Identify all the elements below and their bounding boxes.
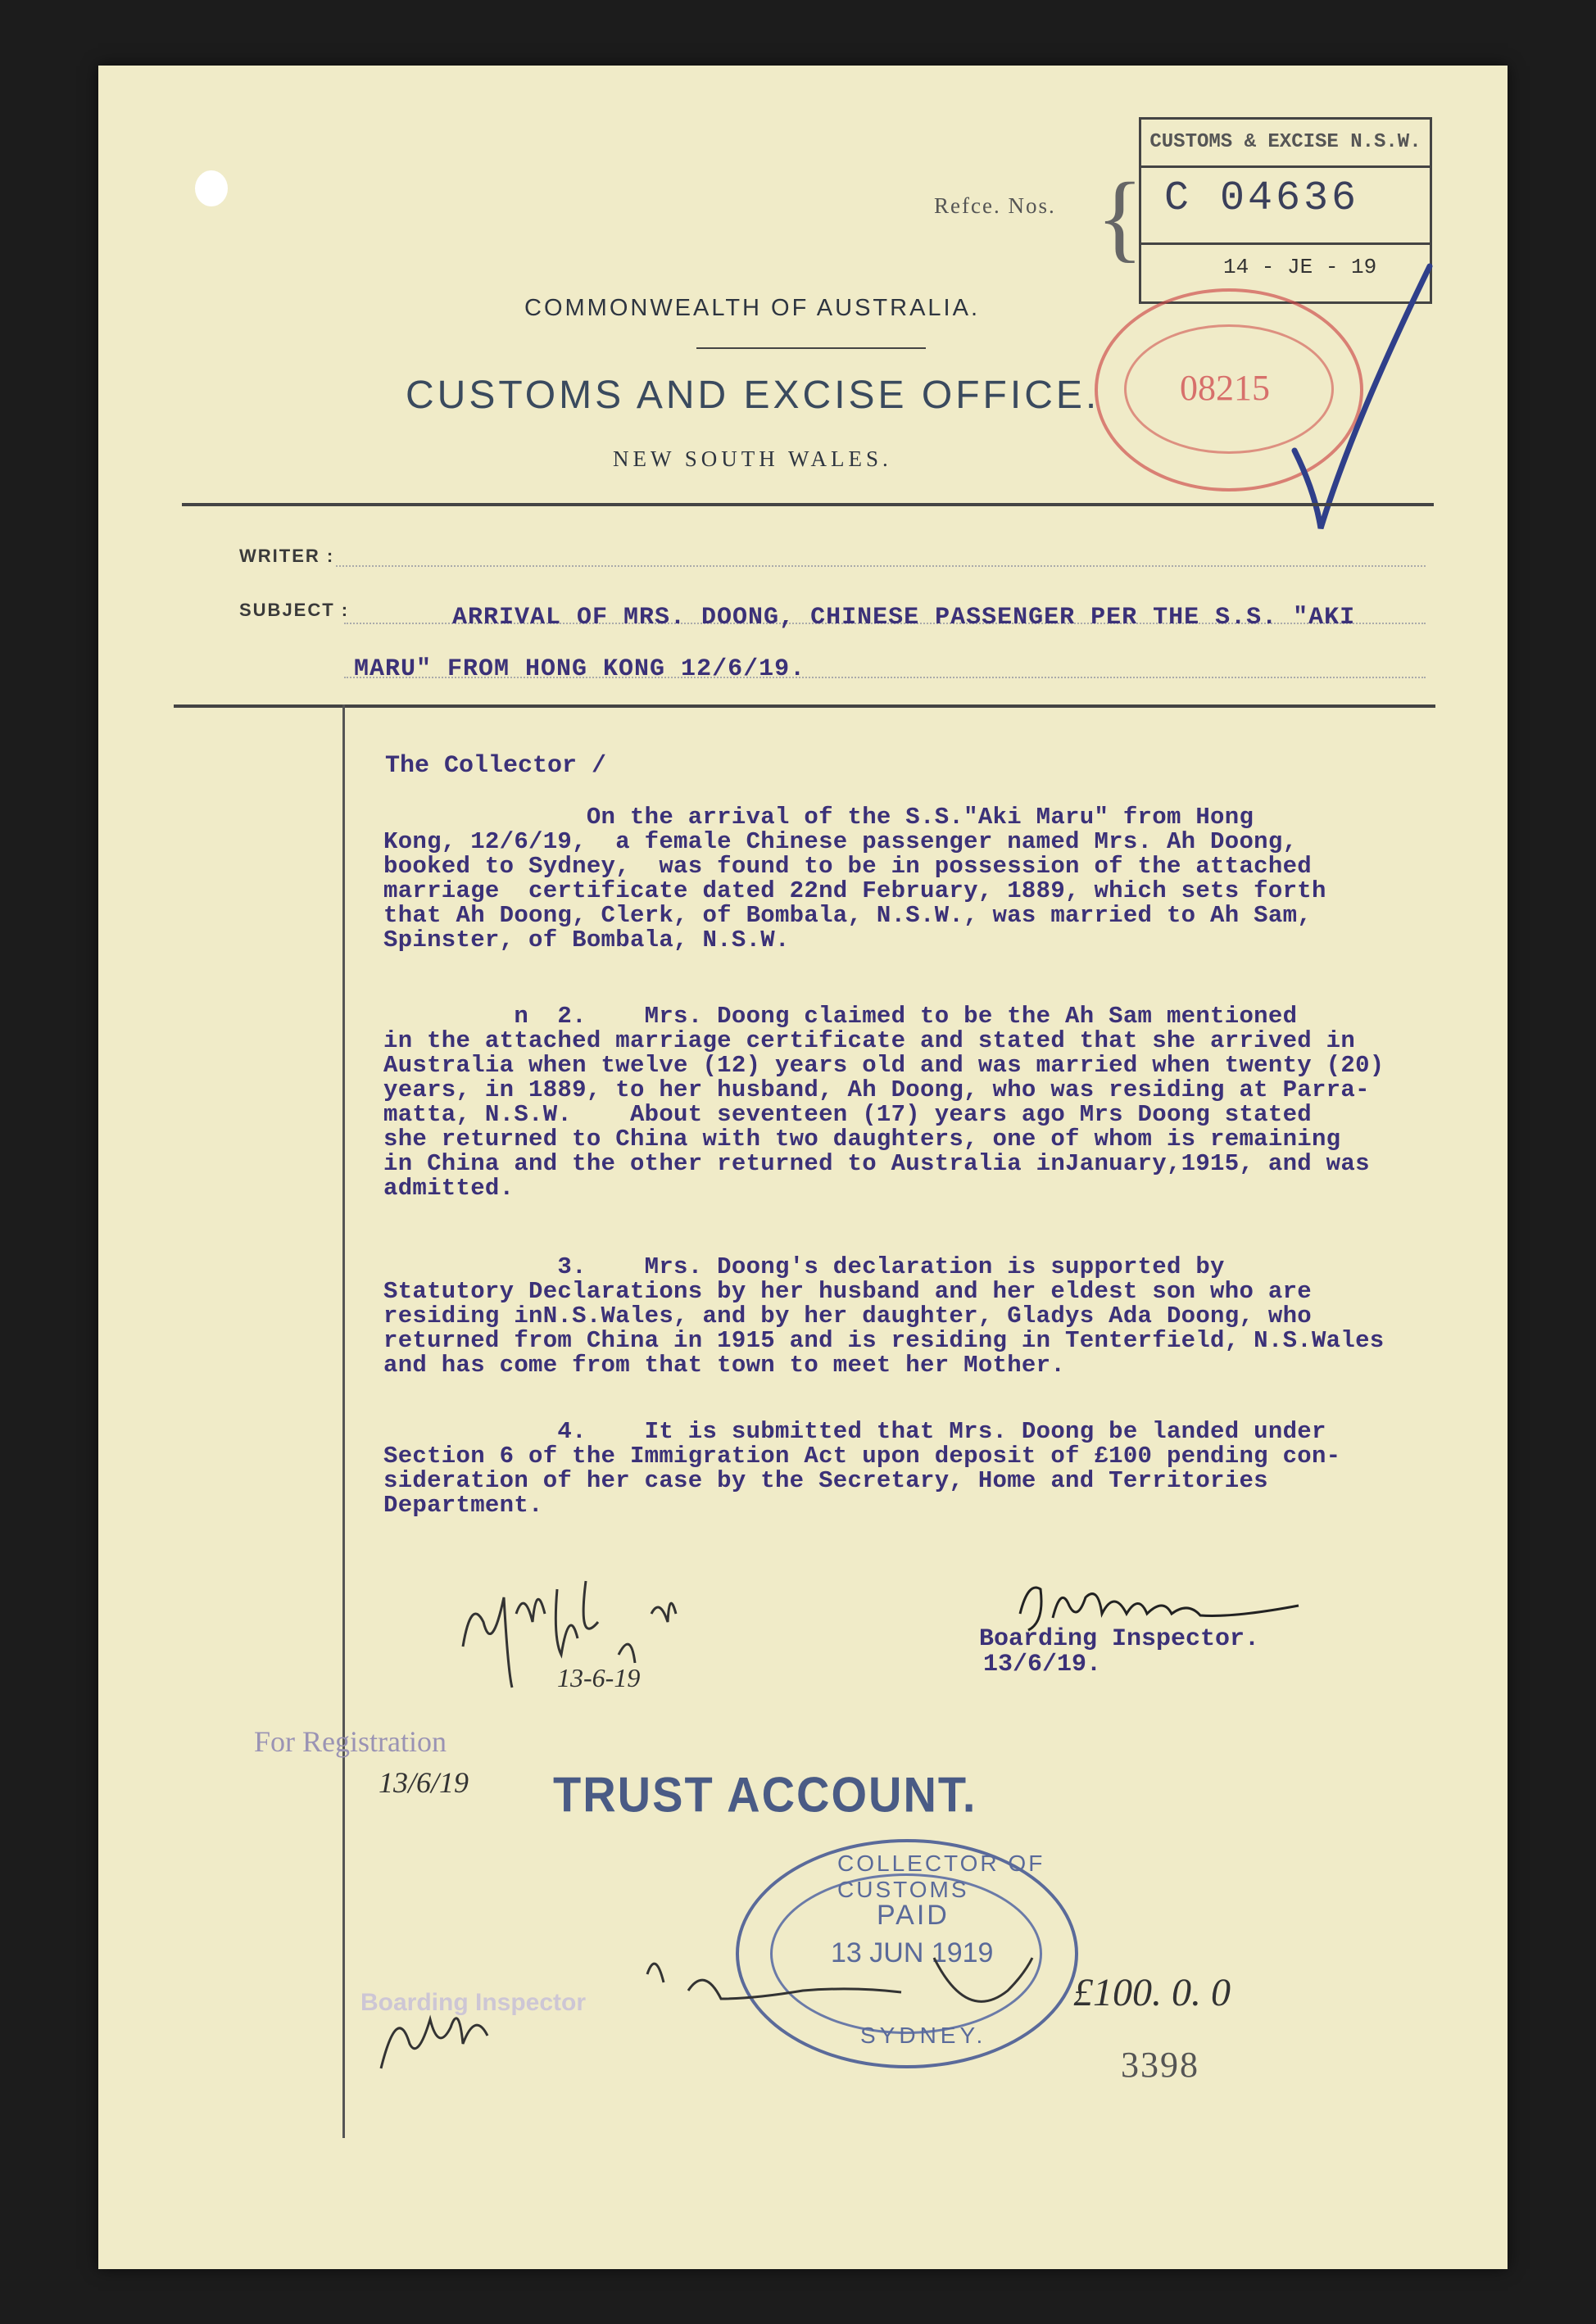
handwritten-initials (373, 1970, 537, 2085)
paid-stamp-bottom: SYDNEY. (860, 2023, 987, 2048)
paragraph-4: 4. It is submitted that Mrs. Doong be landed under Section 6 of the Immigration Act upon deposit of £100 pending con- sideration of her case by the Secretary, Home and Territories Department. (383, 1418, 1341, 1519)
refce-label: Refce. Nos. (934, 193, 1056, 218)
header-rule (182, 503, 1434, 506)
paid-stamp-top: COLLECTOR OF CUSTOMS (837, 1851, 1045, 1902)
reference-stamp-title: CUSTOMS & EXCISE N.S.W. (1141, 120, 1430, 168)
signature-title: Boarding Inspector. (979, 1625, 1260, 1653)
reference-stamp-divider (1141, 242, 1430, 245)
territories-stamp-number: 08215 (1180, 368, 1270, 408)
approval-date: 13-6-19 (557, 1663, 641, 1692)
subject-line-2: MARU" FROM HONG KONG 12/6/19. (354, 655, 806, 683)
punch-hole (195, 170, 228, 206)
header-commonwealth: COMMONWEALTH OF AUSTRALIA. (524, 295, 981, 321)
reference-stamp-number: C 04636 (1164, 175, 1360, 222)
checkmark-icon (1278, 246, 1442, 541)
boarding-inspector-faint: Boarding Inspector (360, 1989, 587, 2016)
trust-account-stamp: TRUST ACCOUNT. (553, 1766, 977, 1823)
paid-stamp-paid: PAID (877, 1900, 950, 1931)
header-short-rule (696, 347, 926, 349)
header-office: CUSTOMS AND EXCISE OFFICE. (406, 374, 1100, 417)
paragraph-3: 3. Mrs. Doong's declaration is supported by Statutory Declarations by her husband and her eldest son who are residing inN.S.Wales, and by her daughter, Gladys Ada Doong, who returned from China in 1915 and is residing in Tenterfield, N.S.Wales and has come from that town to meet her Mother. (383, 1253, 1385, 1379)
deposit-amount: £100. 0. 0 (1073, 1971, 1231, 2014)
paragraph-2: n 2. Mrs. Doong claimed to be the Ah Sam mentioned in the attached marriage certificate and stated that she arrived in Australia when twelve (12) years old and was married when twenty (20) years, in 1889, to her husband, Ah Doong, who was residing at Parra- matta, N.S.W. About seventeen (17) years ago Mrs Doong stated she returned to China with two daughters, one of whom is remaining in China and the other returned to Australia inJanuary,1915, and was admitted. (383, 1003, 1385, 1202)
subject-rule (174, 704, 1435, 708)
reference-stamp-date: 14 - JE - 19 (1223, 255, 1377, 279)
paid-stamp-date: 13 JUN 1919 (831, 1937, 994, 1968)
salutation: The Collector / (385, 752, 607, 780)
brace-mark: { (1096, 162, 1144, 271)
header-state: NEW SOUTH WALES. (613, 446, 892, 471)
writer-dotted-line (336, 565, 1426, 567)
subject-line-1: ARRIVAL OF MRS. DOONG, CHINESE PASSENGER PER THE S.S. "AKI (452, 604, 1356, 632)
signature-date: 13/6/19. (983, 1651, 1102, 1678)
handwritten-cancel-mark (639, 1941, 1098, 2032)
writer-label: WRITER : (239, 546, 335, 566)
paragraph-1: On the arrival of the S.S."Aki Maru" from Hong Kong, 12/6/19, a female Chinese passenger named Mrs. Ah Doong, booked to Sydney, was found to be in possession of the attached marriage certificate dated 22nd February, 1889, which sets forth that Ah Doong, Clerk, of Bombala, N.S.W., was married to Ah Sam, Spinster, of Bombala, N.S.W. (383, 804, 1326, 954)
document-number: 3398 (1121, 2045, 1199, 2085)
registration-label: For Registration (254, 1725, 447, 1758)
subject-label: SUBJECT : (239, 600, 350, 620)
margin-rule (342, 704, 345, 2138)
registration-date: 13/6/19 (379, 1766, 469, 1799)
